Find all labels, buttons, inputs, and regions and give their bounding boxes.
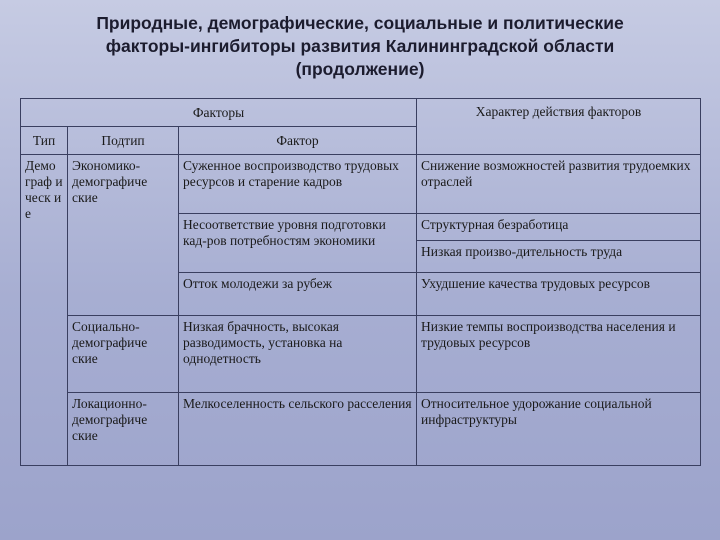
effect-cell-split: [417, 214, 701, 273]
effect-productivity: Низкая произво-дительность труда: [417, 240, 700, 269]
type-cell: Демо граф ическ ие: [21, 155, 68, 466]
effect-structural: Структурная безработица: [421, 217, 569, 232]
table-row: [21, 393, 701, 466]
table-row: [21, 155, 701, 214]
effect-cell: Ухудшение качества трудовых ресурсов: [417, 273, 701, 316]
header-character: Характер действия факторов: [417, 99, 701, 155]
factors-table: [20, 98, 701, 466]
header-row-1: [21, 99, 701, 127]
effect-cell: Относительное удорожание социальной инфраструктуры: [417, 393, 701, 466]
header-subtype: Подтип: [68, 127, 179, 155]
header-factor: Фактор: [179, 127, 417, 155]
title-line-2: факторы-ингибиторы развития Калининградской области: [105, 36, 615, 56]
factor-cell: Несоответствие уровня подготовки кад-ров потребностям экономики: [179, 214, 417, 273]
subtype-cell: Социально-демографиче ские: [68, 316, 179, 393]
factor-cell: Суженное воспроизводство трудовых ресурсов и старение кадров: [179, 155, 417, 214]
effect-cell: Низкие темпы воспроизводства населения и трудовых ресурсов: [417, 316, 701, 393]
title-line-1: Природные, демографические, социальные и политические: [96, 13, 624, 33]
factor-cell: Отток молодежи за рубеж: [179, 273, 417, 316]
title-line-3: (продолжение): [295, 59, 425, 79]
table-row: [21, 316, 701, 393]
header-type: Тип: [21, 127, 68, 155]
factor-cell: Низкая брачность, высокая разводимость, установка на однодетность: [179, 316, 417, 393]
effect-cell: Снижение возможностей развития трудоемких отраслей: [417, 155, 701, 214]
subtype-cell: Локационно-демографиче ские: [68, 393, 179, 466]
slide-title: [20, 12, 700, 81]
header-factors: Факторы: [21, 99, 417, 127]
factor-cell: Мелкоселенность сельского расселения: [179, 393, 417, 466]
subtype-cell: Экономико-демографиче ские: [68, 155, 179, 316]
